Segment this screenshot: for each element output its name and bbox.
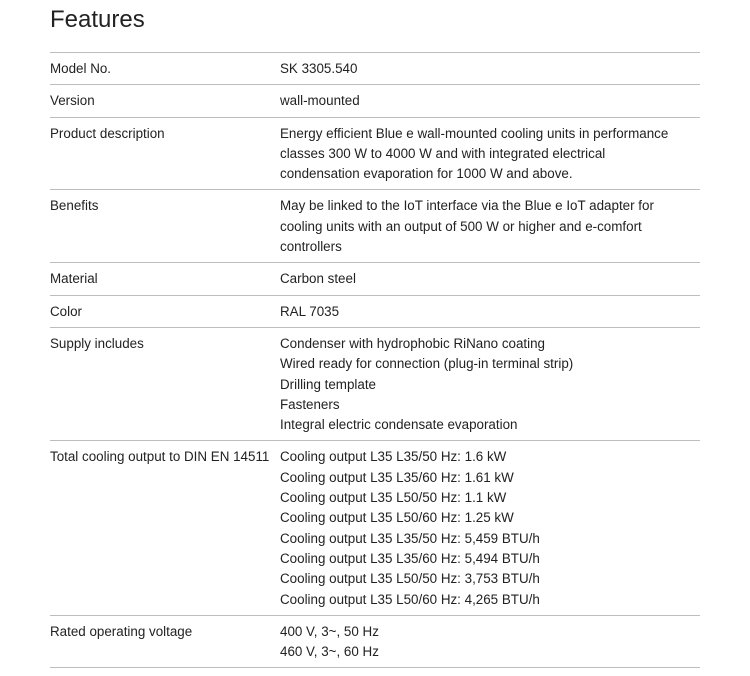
feature-row bbox=[50, 53, 700, 85]
feature-label: Benefits bbox=[50, 198, 99, 214]
feature-value-line: Cooling output L35 L50/60 Hz: 1.25 kW bbox=[280, 510, 514, 526]
feature-value-line: Cooling output L35 L50/60 Hz: 4,265 BTU/h bbox=[280, 591, 540, 607]
feature-label: Model No. bbox=[50, 61, 112, 76]
feature-value-line: Energy efficient Blue e wall-mounted cooling units in performance bbox=[280, 125, 669, 141]
feature-value-line: Drilling template bbox=[280, 376, 377, 392]
feature-label-cell bbox=[50, 263, 280, 295]
feature-value-line: Condenser with hydrophobic RiNano coating bbox=[280, 335, 545, 351]
feature-value-line: controllers bbox=[280, 239, 342, 255]
feature-value-line: Cooling output L35 L35/60 Hz: 5,494 BTU/h bbox=[280, 550, 540, 566]
feature-value-line: May be linked to the IoT interface via the Blue e IoT adapter for bbox=[280, 198, 654, 214]
feature-value-line: 400 V, 3~, 50 Hz bbox=[280, 623, 379, 639]
feature-value-cell bbox=[280, 327, 700, 440]
feature-row bbox=[50, 295, 700, 327]
feature-value-line: Carbon steel bbox=[280, 271, 356, 287]
feature-value-line: RAL 7035 bbox=[280, 303, 340, 319]
feature-label: Version bbox=[50, 93, 95, 109]
feature-value-cell bbox=[280, 190, 700, 263]
feature-value-line: classes 300 W to 4000 W and with integrated electrical bbox=[280, 145, 606, 161]
feature-value-line: SK 3305.540 bbox=[280, 61, 358, 76]
feature-row bbox=[50, 615, 700, 668]
feature-value-line: 460 V, 3~, 60 Hz bbox=[280, 644, 379, 660]
feature-label: Supply includes bbox=[50, 335, 144, 351]
feature-label-cell bbox=[50, 327, 280, 440]
feature-value-cell bbox=[280, 295, 700, 327]
feature-value-line: Wired ready for connection (plug-in terminal strip) bbox=[280, 356, 574, 372]
feature-label: Product description bbox=[50, 125, 165, 141]
feature-label: Color bbox=[50, 303, 82, 319]
feature-value-cell bbox=[280, 615, 700, 668]
feature-value-line: Cooling output L35 L50/50 Hz: 1.1 kW bbox=[280, 490, 507, 506]
feature-value-line: Integral electric condensate evaporation bbox=[280, 417, 518, 433]
feature-row bbox=[50, 441, 700, 615]
feature-label-cell bbox=[50, 117, 280, 190]
feature-label-cell bbox=[50, 295, 280, 327]
feature-row bbox=[50, 190, 700, 263]
feature-row bbox=[50, 263, 700, 295]
feature-value-cell bbox=[280, 441, 700, 615]
feature-label-cell bbox=[50, 53, 280, 85]
feature-value-line: Cooling output L35 L35/60 Hz: 1.61 kW bbox=[280, 469, 514, 485]
feature-value-cell bbox=[280, 117, 700, 190]
feature-value-cell bbox=[280, 85, 700, 117]
feature-value-line: cooling units with an output of 500 W or higher and e-comfort bbox=[280, 218, 642, 234]
feature-row bbox=[50, 85, 700, 117]
feature-label-cell bbox=[50, 615, 280, 668]
feature-label-cell bbox=[50, 190, 280, 263]
feature-value-line: Cooling output L35 L35/50 Hz: 1.6 kW bbox=[280, 449, 507, 465]
feature-label-cell bbox=[50, 441, 280, 615]
section-heading: Features bbox=[50, 6, 145, 33]
feature-row bbox=[50, 327, 700, 440]
feature-value-cell bbox=[280, 53, 700, 85]
feature-value-line: condensation evaporation for 1000 W and above. bbox=[280, 166, 573, 182]
feature-row bbox=[50, 117, 700, 190]
feature-label: Rated operating voltage bbox=[50, 623, 193, 639]
feature-label: Total cooling output to DIN EN 14511 bbox=[50, 449, 270, 465]
features-table bbox=[50, 52, 700, 668]
feature-label: Material bbox=[50, 271, 98, 287]
feature-value-line: Fasteners bbox=[280, 396, 340, 412]
feature-value-line: Cooling output L35 L50/50 Hz: 3,753 BTU/h bbox=[280, 571, 540, 587]
features-table-body bbox=[50, 53, 700, 668]
feature-value-cell bbox=[280, 263, 700, 295]
feature-value-line: Cooling output L35 L35/50 Hz: 5,459 BTU/h bbox=[280, 530, 540, 546]
feature-label-cell bbox=[50, 85, 280, 117]
feature-value-line: wall-mounted bbox=[280, 93, 360, 109]
